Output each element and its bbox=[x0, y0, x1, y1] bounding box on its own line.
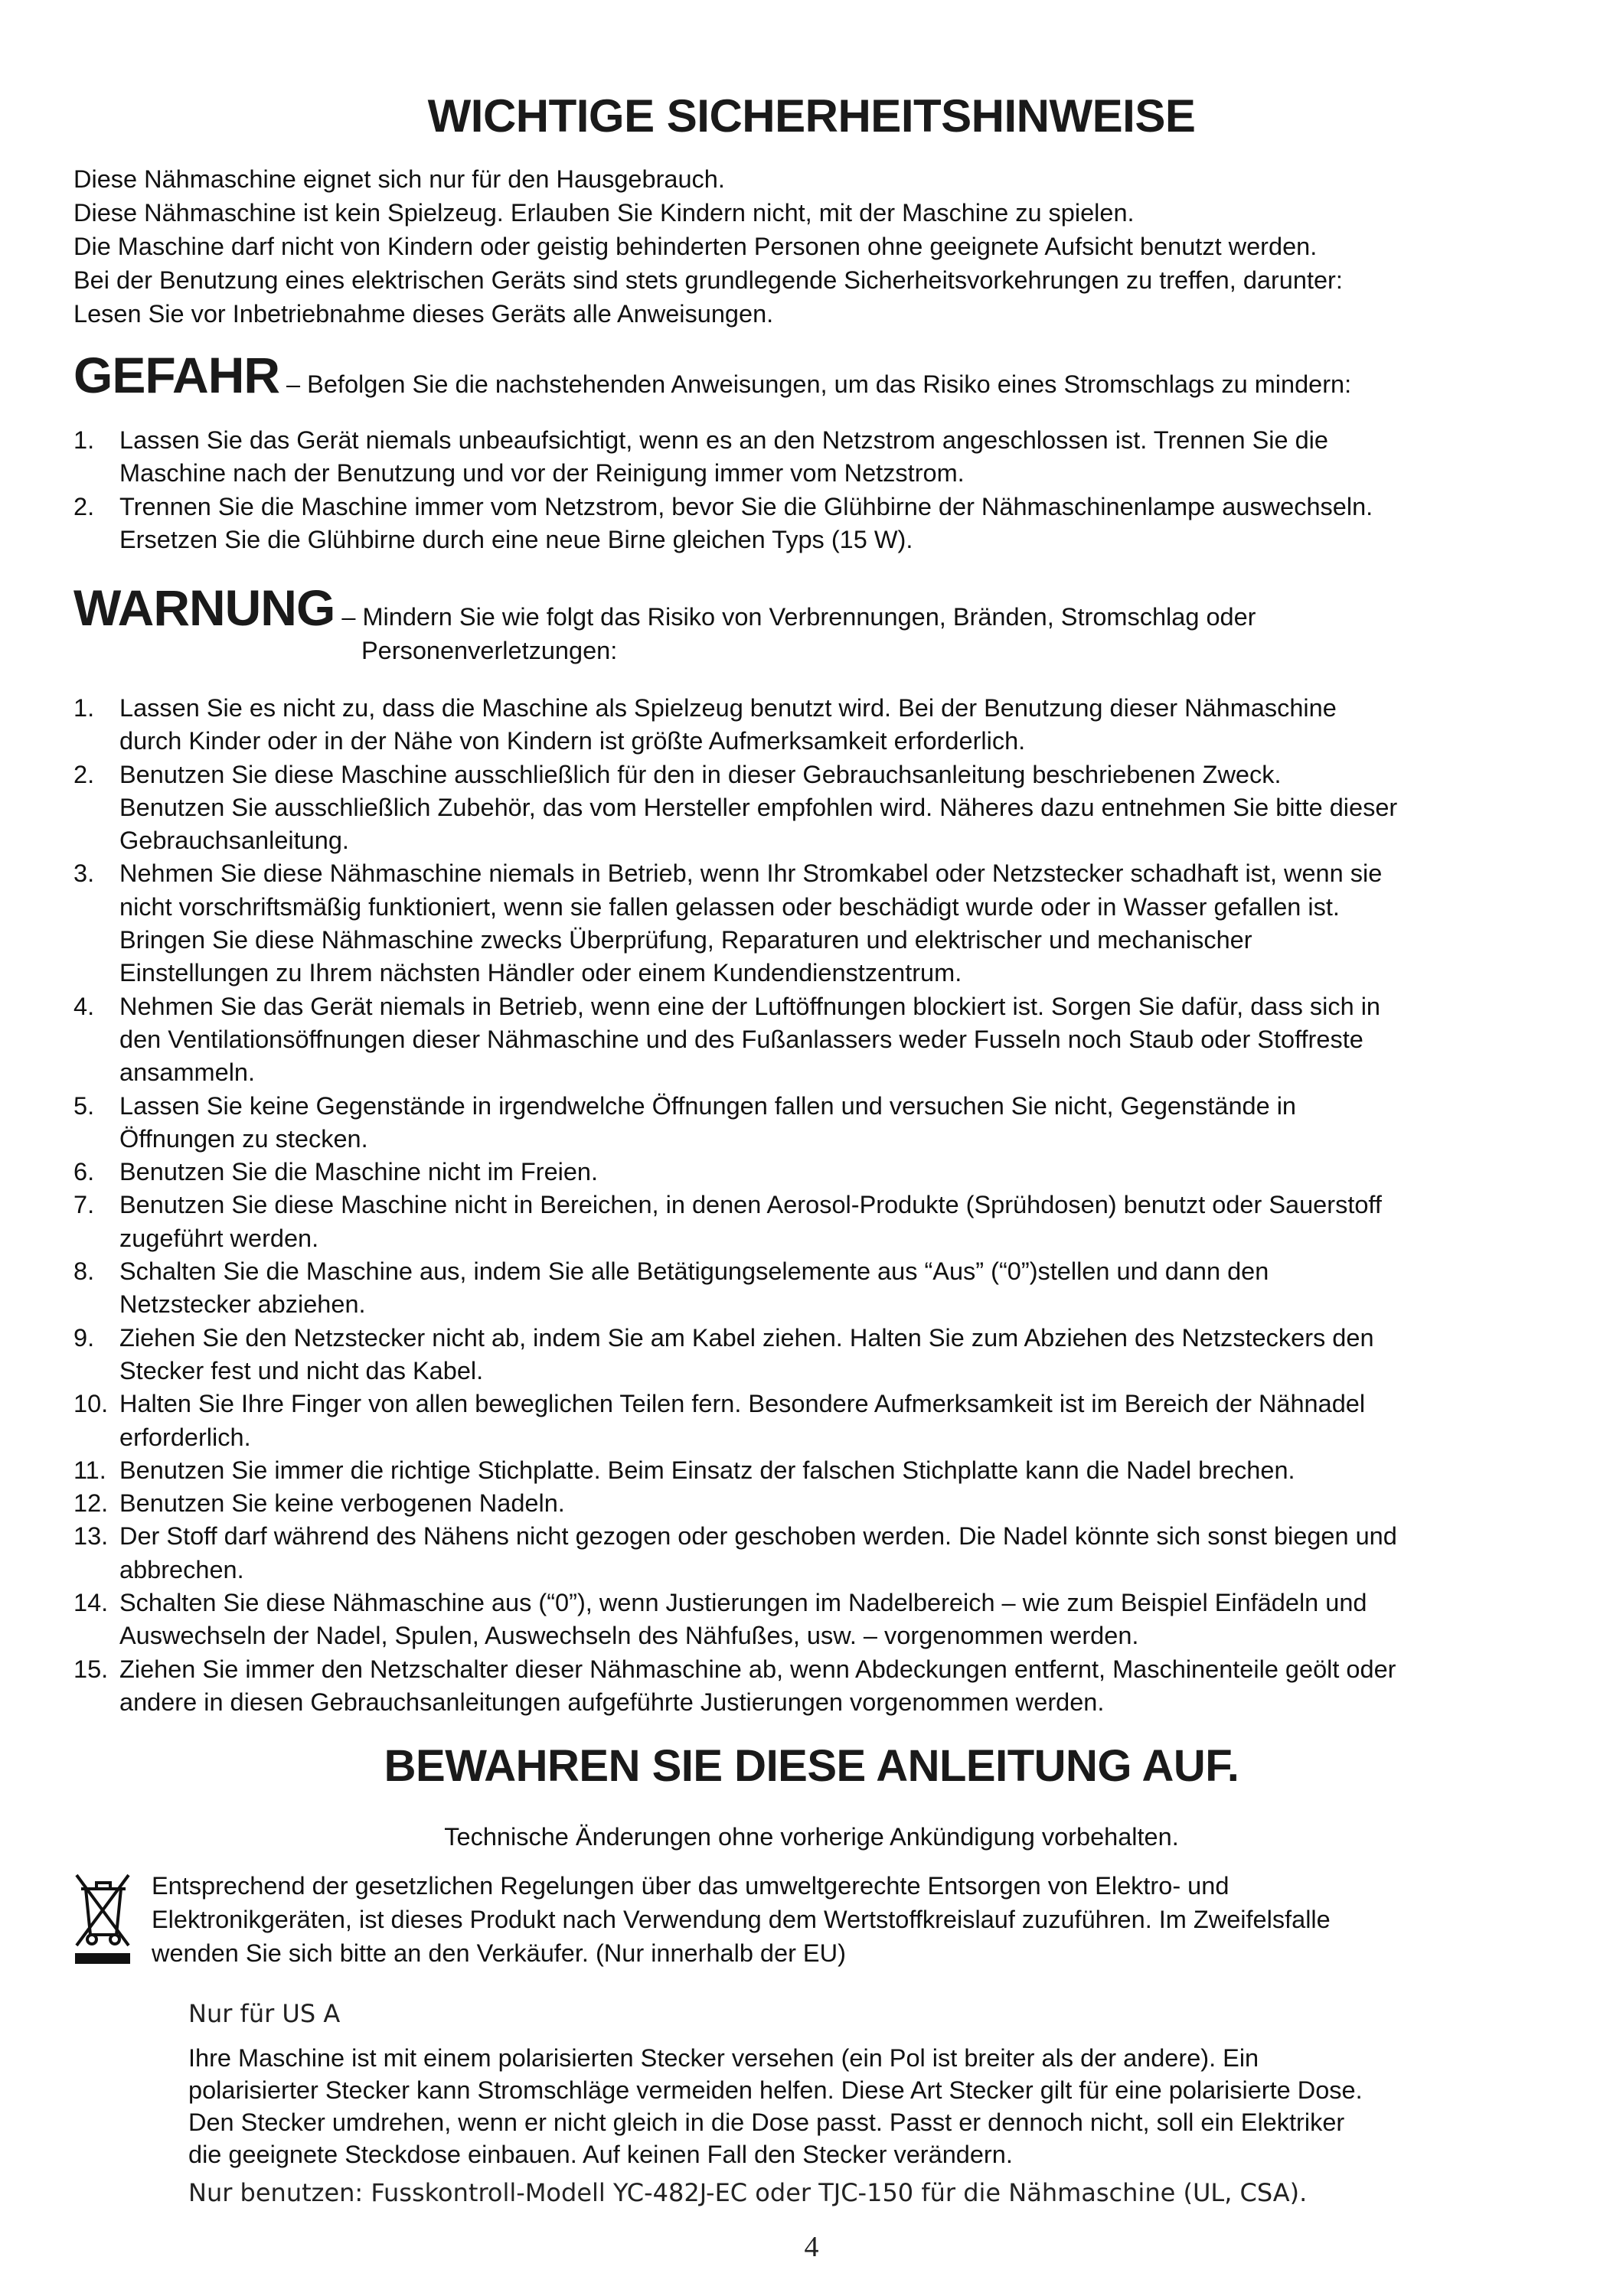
item-number: 5. bbox=[73, 1091, 95, 1120]
intro-line: Die Maschine darf nicht von Kindern oder geistig behinderten Personen ohne geeignete Aufsicht benutzt werden. bbox=[73, 233, 1318, 260]
list-item bbox=[73, 1388, 1597, 1454]
item-line: Halten Sie Ihre Finger von allen beweglichen Teilen fern. Besondere Aufmerksamkeit ist im Bereich der Nähnadel bbox=[119, 1390, 1366, 1418]
list-item bbox=[73, 857, 1597, 990]
item-line: ansammeln. bbox=[119, 1058, 256, 1087]
item-number: 2. bbox=[73, 492, 95, 520]
page-number: 4 bbox=[804, 2231, 819, 2263]
item-line: Nehmen Sie das Gerät niemals in Betrieb, wenn eine der Luftöffnungen blockiert ist. Sorgen Sie dafür, dass sich in bbox=[119, 992, 1381, 1020]
danger-heading bbox=[73, 346, 1351, 404]
warning-description-continued: Personenverletzungen: bbox=[361, 637, 618, 664]
list-item bbox=[73, 424, 1597, 491]
weee-line: wenden Sie sich bitte an den Verkäufer. (Nur innerhalb der EU) bbox=[152, 1939, 846, 1967]
item-number: 15. bbox=[73, 1655, 109, 1683]
item-line: erforderlich. bbox=[119, 1423, 251, 1451]
item-line: Lassen Sie keine Gegenstände in irgendwelche Öffnungen fallen und versuchen Sie nicht, Gegenstände in bbox=[119, 1091, 1296, 1120]
item-line: Bringen Sie diese Nähmaschine zwecks Überprüfung, Reparaturen und elektrischer und mechanischer bbox=[119, 926, 1252, 954]
item-line: Der Stoff darf während des Nähens nicht gezogen oder geschoben werden. Die Nadel könnte sich sonst biegen und bbox=[119, 1522, 1397, 1551]
usa-line: die geeignete Steckdose einbauen. Auf keinen Fall den Stecker verändern. bbox=[188, 2141, 1013, 2168]
item-number: 14. bbox=[73, 1589, 109, 1617]
item-line: zugeführt werden. bbox=[119, 1224, 319, 1252]
list-item bbox=[73, 990, 1597, 1090]
item-line: Gebrauchsanleitung. bbox=[119, 827, 349, 855]
item-number: 8. bbox=[73, 1257, 95, 1286]
item-number: 4. bbox=[73, 992, 95, 1020]
page-title: WICHTIGE SICHERHEITSHINWEISE bbox=[427, 90, 1196, 142]
item-line: Öffnungen zu stecken. bbox=[119, 1124, 368, 1153]
list-item bbox=[73, 1189, 1597, 1255]
usa-line: polarisierter Stecker kann Stromschläge vermeiden helfen. Diese Art Stecker gilt für eine polarisierte Dose. bbox=[188, 2076, 1363, 2104]
weee-disposal-notice bbox=[152, 1869, 1331, 1970]
intro-paragraph bbox=[73, 162, 1574, 331]
technical-changes-note: Technische Änderungen ohne vorherige Ankündigung vorbehalten. bbox=[444, 1823, 1179, 1851]
usa-line: Ihre Maschine ist mit einem polarisierten Stecker versehen (ein Pol ist breiter als der andere). Ein bbox=[188, 2044, 1259, 2072]
danger-list bbox=[73, 424, 1597, 556]
item-line: Schalten Sie die Maschine aus, indem Sie alle Betätigungselemente aus “Aus” (“0”)stellen und dann den bbox=[119, 1257, 1269, 1286]
list-item bbox=[73, 1653, 1597, 1720]
item-number: 9. bbox=[73, 1323, 95, 1352]
weee-line: Entsprechend der gesetzlichen Regelungen über das umweltgerechte Entsorgen von Elektro- und bbox=[152, 1872, 1229, 1900]
list-item bbox=[73, 1454, 1597, 1487]
item-line: Maschine nach der Benutzung und vor der Reinigung immer vom Netzstrom. bbox=[119, 459, 965, 488]
list-item bbox=[73, 1156, 1597, 1189]
intro-line: Diese Nähmaschine ist kein Spielzeug. Erlauben Sie Kindern nicht, mit der Maschine zu spielen. bbox=[73, 199, 1135, 227]
list-item bbox=[73, 491, 1597, 557]
item-line: Schalten Sie diese Nähmaschine aus (“0”), wenn Justierungen im Nadelbereich – wie zum Beispiel Einfädeln und bbox=[119, 1589, 1367, 1617]
item-line: Lassen Sie das Gerät niemals unbeaufsichtigt, wenn es an den Netzstrom angeschlossen ist. Trennen Sie die bbox=[119, 426, 1328, 454]
usa-only-label: Nur für US A bbox=[188, 1999, 341, 2028]
item-number: 3. bbox=[73, 859, 95, 888]
item-line: Benutzen Sie keine verbogenen Nadeln. bbox=[119, 1489, 565, 1518]
danger-description: – Befolgen Sie die nachstehenden Anweisungen, um das Risiko eines Stromschlags zu mindern: bbox=[279, 370, 1352, 398]
list-item bbox=[73, 1322, 1597, 1388]
item-number: 2. bbox=[73, 760, 95, 788]
intro-line: Lesen Sie vor Inbetriebnahme dieses Geräts alle Anweisungen. bbox=[73, 300, 774, 328]
list-item bbox=[73, 1255, 1597, 1322]
item-line: Benutzen Sie diese Maschine nicht in Bereichen, in denen Aerosol-Produkte (Sprühdosen) benutzt oder Sauerstoff bbox=[119, 1191, 1382, 1219]
warning-heading bbox=[73, 579, 1256, 637]
item-line: Stecker fest und nicht das Kabel. bbox=[119, 1356, 484, 1384]
item-line: Benutzen Sie die Maschine nicht im Freien. bbox=[119, 1158, 599, 1186]
weee-line: Elektronikgeräten, ist dieses Produkt nach Verwendung dem Wertstoffkreislauf zuzuführen. Im Zweifelsfalle bbox=[152, 1906, 1331, 1933]
item-line: Lassen Sie es nicht zu, dass die Maschine als Spielzeug benutzt wird. Bei der Benutzung dieser Nähmaschine bbox=[119, 694, 1337, 722]
item-number: 7. bbox=[73, 1191, 95, 1219]
item-line: den Ventilationsöffnungen dieser Nähmaschine und des Fußanlassers weder Fusseln noch Staub oder Stoffreste bbox=[119, 1025, 1363, 1053]
foot-control-model-note: Nur benutzen: Fusskontroll-Modell YC-482J-EC oder TJC-150 für die Nähmaschine (UL, CSA). bbox=[188, 2178, 1308, 2207]
item-line: nicht vorschriftsmäßig funktioniert, wenn sie fallen gelassen oder beschädigt wurde oder in Wasser gefallen ist. bbox=[119, 892, 1340, 921]
item-line: Einstellungen zu Ihrem nächsten Händler oder einem Kundendienstzentrum. bbox=[119, 959, 962, 987]
list-item bbox=[73, 1487, 1597, 1520]
list-item bbox=[73, 1587, 1597, 1653]
item-number: 1. bbox=[73, 694, 95, 722]
item-number: 1. bbox=[73, 426, 95, 454]
item-number: 6. bbox=[73, 1158, 95, 1186]
danger-word: GEFAHR bbox=[73, 347, 280, 403]
item-line: Benutzen Sie diese Maschine ausschließlich für den in dieser Gebrauchsanleitung beschriebenen Zweck. bbox=[119, 760, 1282, 788]
item-line: andere in diesen Gebrauchsanleitungen aufgeführte Justierungen vorgenommen werden. bbox=[119, 1688, 1105, 1716]
warning-word: WARNUNG bbox=[73, 579, 335, 636]
intro-line: Bei der Benutzung eines elektrischen Geräts sind stets grundlegende Sicherheitsvorkehrungen zu treffen, darunter: bbox=[73, 266, 1343, 294]
intro-line: Diese Nähmaschine eignet sich nur für den Hausgebrauch. bbox=[73, 165, 725, 193]
polarized-plug-notice bbox=[188, 2042, 1363, 2170]
item-number: 11. bbox=[73, 1456, 106, 1484]
item-line: Nehmen Sie diese Nähmaschine niemals in Betrieb, wenn Ihr Stromkabel oder Netzstecker schadhaft ist, wenn sie bbox=[119, 859, 1383, 888]
item-number: 10. bbox=[73, 1390, 109, 1418]
item-line: Auswechseln der Nadel, Spulen, Auswechseln des Nähfußes, usw. – vorgenommen werden. bbox=[119, 1622, 1139, 1650]
item-line: Trennen Sie die Maschine immer vom Netzstrom, bevor Sie die Glühbirne der Nähmaschinenlampe auswechseln. bbox=[119, 492, 1373, 520]
item-line: abbrechen. bbox=[119, 1555, 244, 1583]
list-item bbox=[73, 1090, 1597, 1156]
list-item bbox=[73, 1520, 1597, 1587]
list-item bbox=[73, 692, 1597, 758]
keep-instructions-title: BEWAHREN SIE DIESE ANLEITUNG AUF. bbox=[384, 1741, 1239, 1791]
item-line: Ersetzen Sie die Glühbirne durch eine neue Birne gleichen Typs (15 W). bbox=[119, 525, 913, 553]
item-number: 12. bbox=[73, 1489, 109, 1518]
warning-list bbox=[73, 692, 1597, 1719]
item-line: Benutzen Sie immer die richtige Stichplatte. Beim Einsatz der falschen Stichplatte kann die Nadel brechen. bbox=[119, 1456, 1295, 1484]
list-item bbox=[73, 758, 1597, 858]
item-line: Benutzen Sie ausschließlich Zubehör, das vom Hersteller empfohlen wird. Näheres dazu entnehmen Sie bitte dieser bbox=[119, 793, 1398, 821]
crossed-out-wheelie-bin-icon bbox=[73, 1872, 132, 1965]
item-line: Ziehen Sie den Netzstecker nicht ab, indem Sie am Kabel ziehen. Halten Sie zum Abziehen des Netzsteckers den bbox=[119, 1323, 1374, 1352]
item-line: Ziehen Sie immer den Netzschalter dieser Nähmaschine ab, wenn Abdeckungen entfernt, Maschinenteile geölt oder bbox=[119, 1655, 1396, 1683]
usa-line: Den Stecker umdrehen, wenn er nicht gleich in die Dose passt. Passt er dennoch nicht, soll ein Elektriker bbox=[188, 2108, 1345, 2136]
item-line: Netzstecker abziehen. bbox=[119, 1290, 366, 1319]
item-line: durch Kinder oder in der Nähe von Kindern ist größte Aufmerksamkeit erforderlich. bbox=[119, 727, 1026, 755]
item-number: 13. bbox=[73, 1522, 109, 1551]
warning-description: – Mindern Sie wie folgt das Risiko von Verbrennungen, Bränden, Stromschlag oder bbox=[335, 603, 1256, 631]
